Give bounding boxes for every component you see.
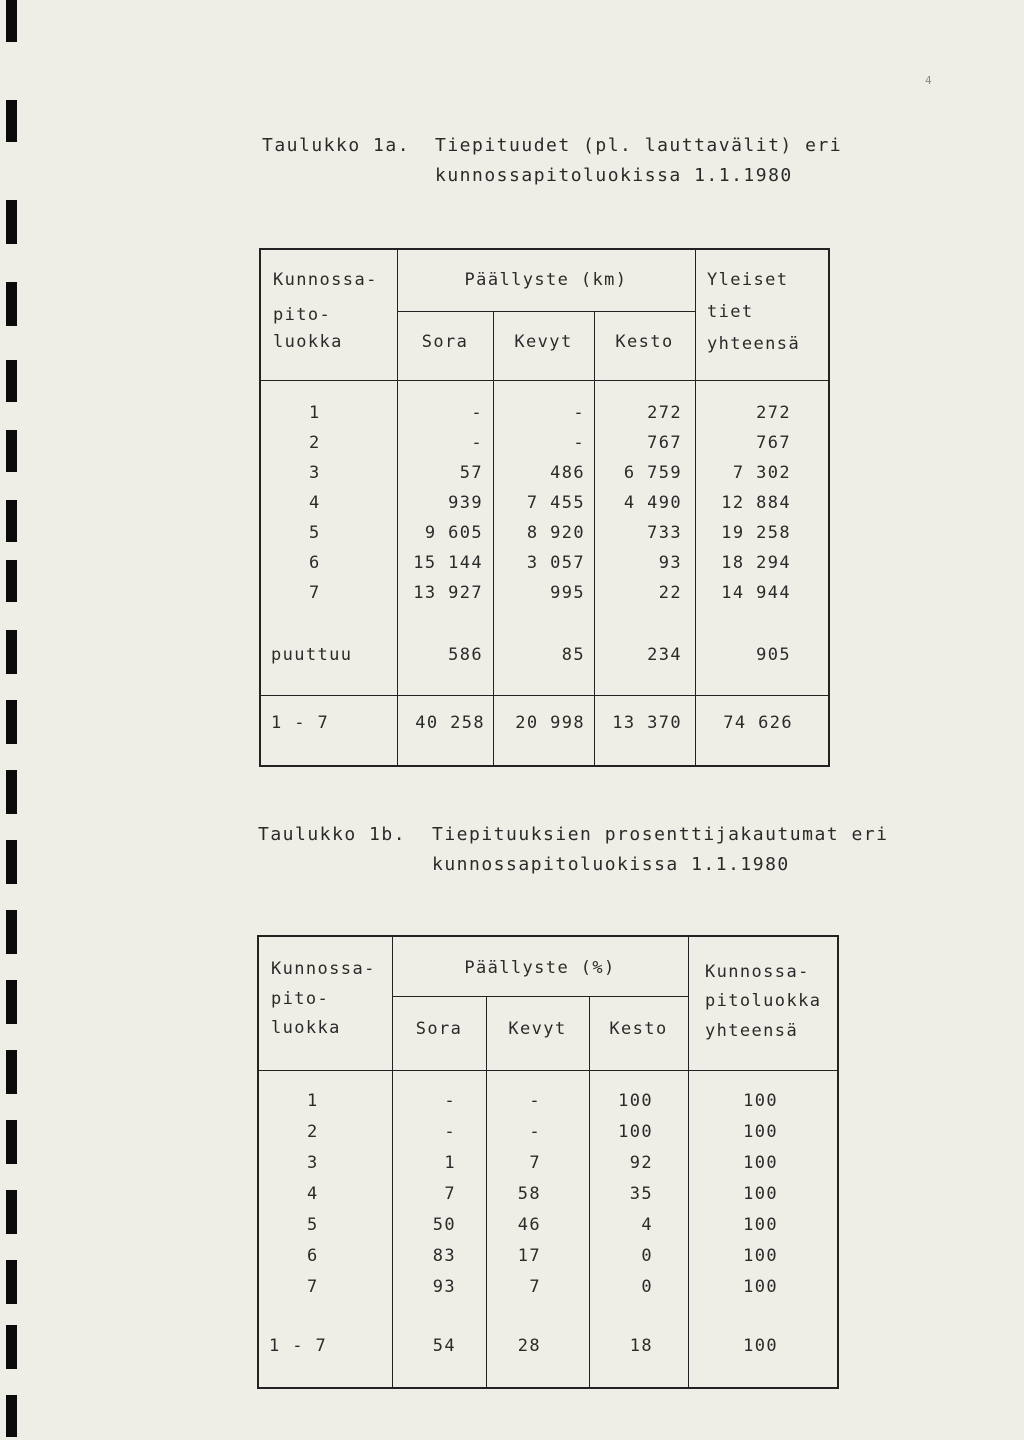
- cell-total: 272: [756, 403, 791, 423]
- header-kevyt: Kevyt: [514, 332, 573, 352]
- cell-sora: 9 605: [424, 523, 483, 543]
- row-class: 1: [309, 403, 321, 423]
- header-class-line1: Kunnossa-: [273, 270, 378, 290]
- cell-sora: 54: [432, 1336, 456, 1356]
- row-class: 4: [307, 1184, 319, 1204]
- header-total-line1: Yleiset: [707, 270, 789, 290]
- cell-kesto: 4 490: [623, 493, 682, 513]
- header-kesto: Kesto: [615, 332, 674, 352]
- row-class: 7: [309, 583, 321, 603]
- header-kevyt: Kevyt: [508, 1019, 567, 1039]
- cell-kesto: 22: [658, 583, 682, 603]
- cell-sora: 93: [432, 1277, 456, 1297]
- row-class: 5: [309, 523, 321, 543]
- cell-kevyt: 58: [517, 1184, 541, 1204]
- cell-sora: 586: [448, 645, 483, 665]
- row-class: 2: [309, 433, 321, 453]
- cell-kevyt: 995: [550, 583, 585, 603]
- table-b-divider: [392, 996, 688, 997]
- cell-total: 100: [743, 1336, 778, 1356]
- table-b-divider: [259, 1070, 837, 1071]
- table-a: [259, 248, 830, 767]
- table-b-label: Taulukko 1b.: [258, 824, 407, 845]
- cell-kesto: 35: [629, 1184, 653, 1204]
- cell-total: 100: [743, 1153, 778, 1173]
- table-a-divider: [397, 311, 695, 312]
- header-class-line3: luokka: [271, 1018, 341, 1038]
- row-class: 1: [307, 1091, 319, 1111]
- cell-kesto: 767: [647, 433, 682, 453]
- table-b-title-line2: kunnossapitoluokissa 1.1.1980: [432, 854, 790, 875]
- cell-total: 100: [743, 1122, 778, 1142]
- header-pavement: Päällyste (km): [464, 270, 628, 290]
- cell-kesto: 6 759: [623, 463, 682, 483]
- cell-kevyt: -: [573, 433, 585, 453]
- cell-kevyt: 20 998: [515, 713, 585, 733]
- cell-kesto: 0: [641, 1246, 653, 1266]
- header-total-line3: yhteensä: [705, 1021, 799, 1041]
- cell-kesto: 272: [647, 403, 682, 423]
- header-total-line1: Kunnossa-: [705, 962, 810, 982]
- cell-sora: 50: [432, 1215, 456, 1235]
- header-pavement: Päällyste (%): [464, 958, 616, 978]
- cell-sora: 83: [432, 1246, 456, 1266]
- cell-kevyt: 17: [517, 1246, 541, 1266]
- header-sora: Sora: [415, 1019, 463, 1039]
- header-class-line2: pito-: [271, 989, 330, 1009]
- cell-sora: -: [471, 403, 483, 423]
- row-class: 3: [307, 1153, 319, 1173]
- table-b: [257, 935, 839, 1389]
- cell-kesto: 18: [629, 1336, 653, 1356]
- cell-total: 905: [756, 645, 791, 665]
- header-kesto: Kesto: [609, 1019, 668, 1039]
- row-class: 1 - 7: [271, 713, 330, 733]
- cell-sora: 939: [448, 493, 483, 513]
- cell-kesto: 0: [641, 1277, 653, 1297]
- header-total-line2: pitoluokka: [705, 991, 822, 1011]
- cell-kevyt: 7: [529, 1277, 541, 1297]
- cell-sora: 40 258: [415, 713, 485, 733]
- header-class-line1: Kunnossa-: [271, 959, 376, 979]
- header-sora: Sora: [421, 332, 469, 352]
- cell-sora: -: [444, 1091, 456, 1111]
- cell-kevyt: 28: [517, 1336, 541, 1356]
- row-class: puuttuu: [271, 645, 353, 665]
- cell-total: 12 884: [721, 493, 791, 513]
- cell-total: 18 294: [721, 553, 791, 573]
- table-a-caption: [262, 131, 862, 193]
- table-a-label: Taulukko 1a.: [262, 135, 411, 156]
- table-a-divider: [261, 380, 828, 381]
- cell-kevyt: 7 455: [526, 493, 585, 513]
- table-a-title-line2: kunnossapitoluokissa 1.1.1980: [435, 165, 793, 186]
- row-class: 6: [309, 553, 321, 573]
- cell-kesto: 4: [641, 1215, 653, 1235]
- cell-kesto: 100: [618, 1091, 653, 1111]
- cell-sora: 7: [444, 1184, 456, 1204]
- header-total-line2: tiet: [707, 302, 754, 322]
- cell-kesto: 100: [618, 1122, 653, 1142]
- cell-kesto: 733: [647, 523, 682, 543]
- page-mark: 4: [925, 74, 932, 87]
- cell-kesto: 92: [629, 1153, 653, 1173]
- cell-kevyt: 486: [550, 463, 585, 483]
- cell-kesto: 234: [647, 645, 682, 665]
- table-a-divider: [261, 695, 828, 696]
- cell-total: 14 944: [721, 583, 791, 603]
- row-class: 6: [307, 1246, 319, 1266]
- cell-kevyt: 7: [529, 1153, 541, 1173]
- cell-kesto: 13 370: [612, 713, 682, 733]
- cell-kevyt: 46: [517, 1215, 541, 1235]
- cell-kevyt: -: [529, 1091, 541, 1111]
- cell-total: 100: [743, 1246, 778, 1266]
- row-class: 3: [309, 463, 321, 483]
- table-b-title-line1: Tiepituuksien prosenttijakautumat eri: [432, 824, 889, 845]
- cell-sora: -: [471, 433, 483, 453]
- cell-kevyt: -: [573, 403, 585, 423]
- cell-total: 100: [743, 1215, 778, 1235]
- cell-total: 19 258: [721, 523, 791, 543]
- row-class: 4: [309, 493, 321, 513]
- cell-kevyt: 8 920: [526, 523, 585, 543]
- cell-sora: 15 144: [413, 553, 483, 573]
- cell-kevyt: 3 057: [526, 553, 585, 573]
- cell-sora: -: [444, 1122, 456, 1142]
- cell-kevyt: -: [529, 1122, 541, 1142]
- row-class: 5: [307, 1215, 319, 1235]
- row-class: 7: [307, 1277, 319, 1297]
- cell-total: 7 302: [732, 463, 791, 483]
- cell-total: 100: [743, 1184, 778, 1204]
- table-b-caption: [258, 820, 898, 882]
- cell-sora: 13 927: [413, 583, 483, 603]
- cell-total: 100: [743, 1277, 778, 1297]
- table-a-title-line1: Tiepituudet (pl. lauttavälit) eri: [435, 135, 843, 156]
- cell-total: 767: [756, 433, 791, 453]
- cell-kesto: 93: [658, 553, 682, 573]
- cell-sora: 1: [444, 1153, 456, 1173]
- header-class-line2: pito-: [273, 305, 332, 325]
- cell-total: 100: [743, 1091, 778, 1111]
- row-class: 1 - 7: [269, 1336, 328, 1356]
- cell-total: 74 626: [723, 713, 793, 733]
- row-class: 2: [307, 1122, 319, 1142]
- header-class-line3: luokka: [273, 332, 343, 352]
- cell-kevyt: 85: [561, 645, 585, 665]
- header-total-line3: yhteensä: [707, 334, 801, 354]
- cell-sora: 57: [459, 463, 483, 483]
